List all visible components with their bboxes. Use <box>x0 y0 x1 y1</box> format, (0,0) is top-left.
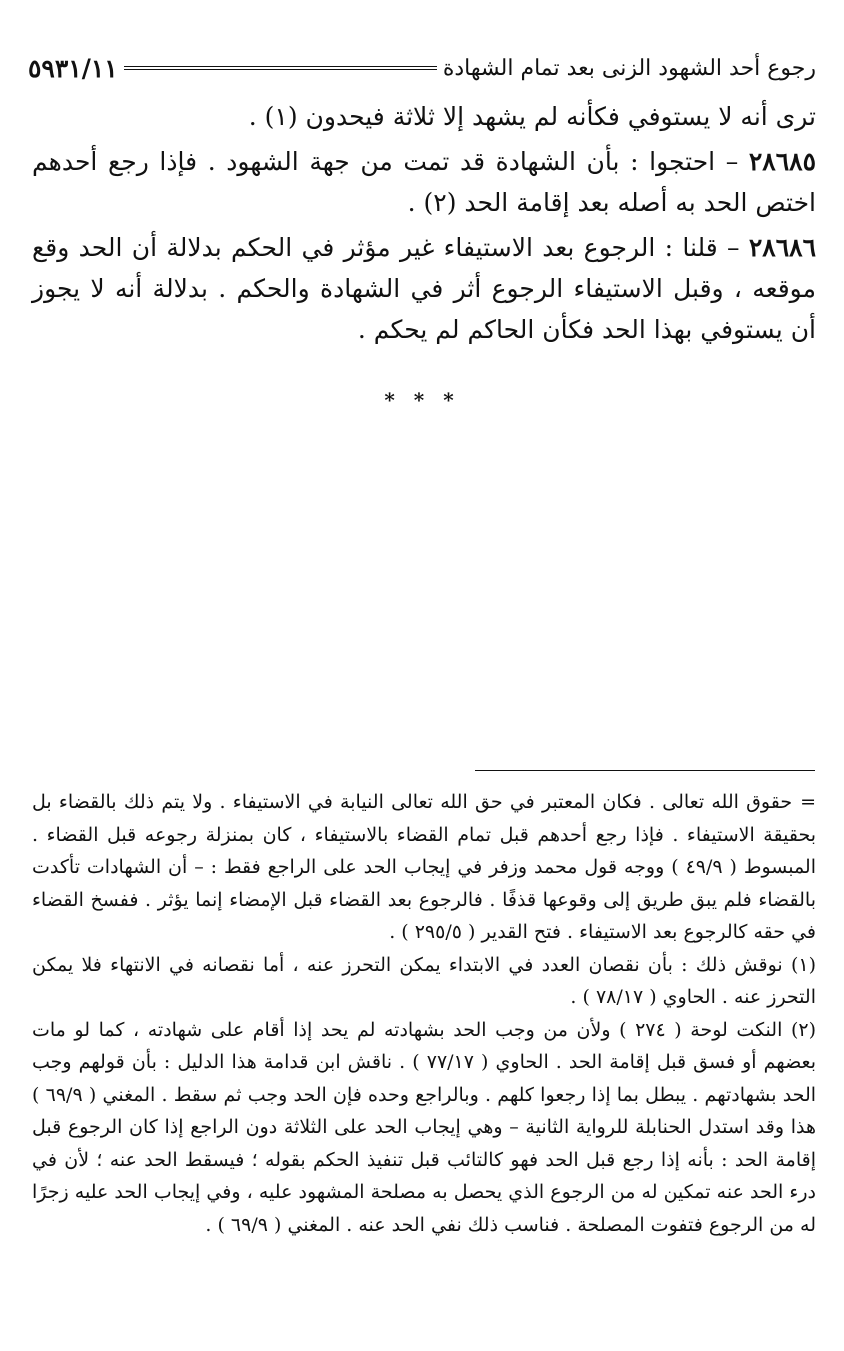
running-header <box>28 48 816 88</box>
footnote-rule <box>475 770 815 771</box>
paragraph-28686 <box>32 227 816 350</box>
footnotes <box>32 786 816 1241</box>
section-separator: * * * <box>384 388 460 412</box>
footnote-2: (٢) النكت لوحة ( ٢٧٤ ) ولأن من وجب الحد بشهادته لم يحد إذا أقام على شهادته ، كما لو مات بعضهم أو فسق قبل إقامة الحد . الحاوي ( ٧٧/١٧ ) . ناقش ابن قدامة هذا الدليل : بأن قولهم وجب الحد بشهادتهم . يبطل بما إذا رجعوا كلهم . وبالراجع وحده فإن الحد وجب ثم سقط . المغني ( ٦٩/٩ ) هذا وقد استدل الحنابلة للرواية الثانية – وهي إيجاب الحد على الثلاثة دون الراجع إذا كان الرجوع قبل إقامة الحد : بأنه إذا رجع قبل الحد فهو كالتائب قبل تنفيذ الحكم بقوله ؛ فيسقط الحد عنه ؛ لأن في درء الحد عنه تمكين له من الرجوع الذي يحصل به مصلحة المشهود عليه ، وفي إيجاب الحد عليه زجرًا له من الرجوع فتفوت المصلحة . فناسب ذلك نفي الحد عنه . المغني ( ٦٩/٩ ) . <box>32 1018 817 1236</box>
paragraph-text: – احتجوا : بأن الشهادة قد تمت من جهة الشهود . فإذا رجع أحدهم اختص الحد به أصله بعد إقامة الحد (٢) . <box>32 147 816 217</box>
paragraph-28685 <box>32 141 816 223</box>
running-title: رجوع أحد الشهود الزنى بعد تمام الشهادة <box>442 55 816 81</box>
footnote-continuation <box>32 786 816 949</box>
paragraph-continuation: ترى أنه لا يستوفي فكأنه لم يشهد إلا ثلاثة فيحدون (١) . <box>248 102 816 131</box>
paragraph-number: ٢٨٦٨٥ <box>748 147 817 176</box>
main-text <box>32 96 816 354</box>
footnote-1: (١) نوقش ذلك : بأن نقصان العدد في الابتداء يمكن التحرز عنه ، أما نقصانه في الانتهاء فلا يمكن التحرز عنه . الحاوي ( ٧٨/١٧ ) . <box>32 953 816 1008</box>
continuation-mark: = <box>800 791 816 813</box>
footnote-text: حقوق الله تعالى . فكان المعتبر في حق الله تعالى النيابة في الاستيفاء . ولا يتم ذلك بالقضاء بل بحقيقة الاستيفاء . فإذا رجع أحدهم قبل تمام القضاء بالاستيفاء ، كان بمنزلة رجوعه قبل القضاء . المبسوط ( ٤٩/٩ ) ووجه قول محمد وزفر في إيجاب الحد على الراجع فقط : – أن الشهادات تأكدت بالقضاء فلم يبق طريق إلى وقوعها قذفًا . فالرجوع بعد القضاء قبل الإمضاء إنما يؤثر . ففسخ القضاء في حقه كالرجوع بعد الاستيفاء . فتح القدير ( ٢٩٥/٥ ) . <box>32 791 816 943</box>
paragraph-text: – قلنا : الرجوع بعد الاستيفاء غير مؤثر في الحكم بدلالة أن الحد وقع موقعه ، وقبل الاستيفاء الرجوع أثر في الشهادة والحكم . بدلالة أنه لا يجوز أن يستوفي بهذا الحد فكأن الحاكم لم يحكم . <box>32 233 816 344</box>
page-number: ٥٩٣١/١١ <box>28 53 118 83</box>
paragraph-number: ٢٨٦٨٦ <box>748 233 816 262</box>
header-rule <box>124 66 437 70</box>
